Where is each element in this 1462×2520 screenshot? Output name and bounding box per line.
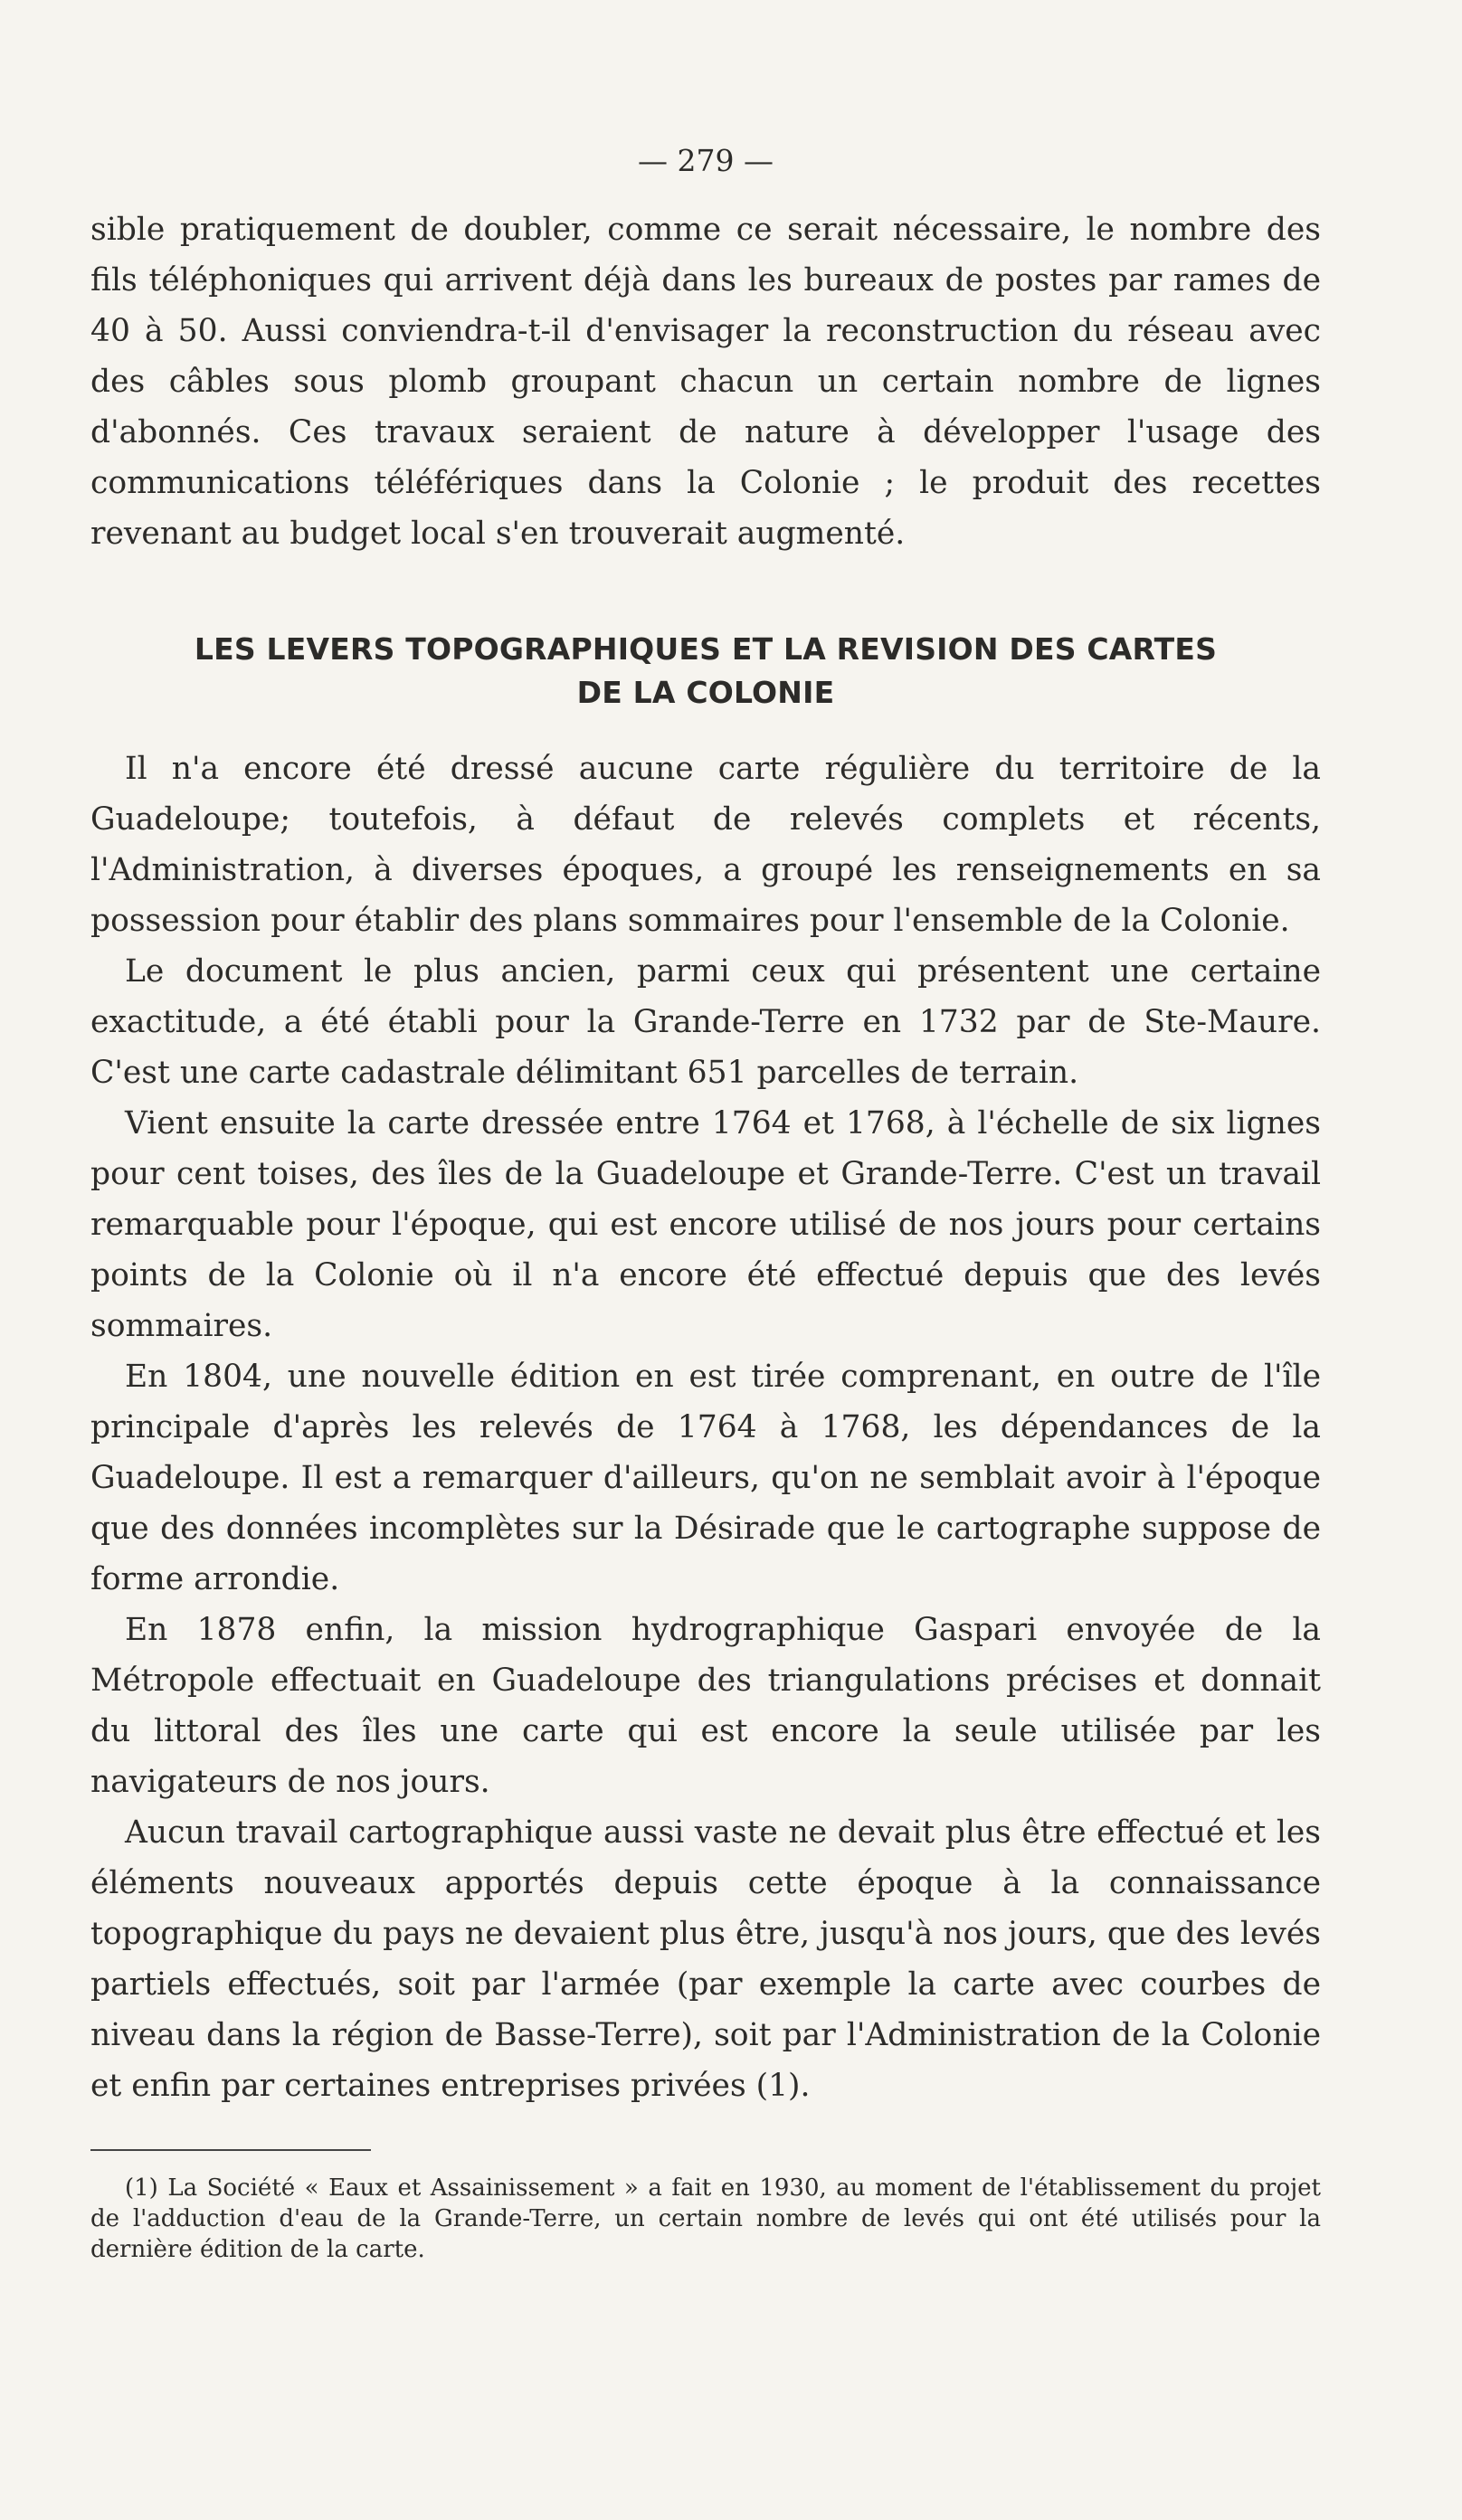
section-heading-line-2: DE LA COLONIE [576, 675, 835, 710]
paragraph-oldest-document: Le document le plus ancien, parmi ceux qui présentent une certaine exactitude, a été établi pour la Grande-Terre en 1732 par de Ste-Maure. C'est une carte cadastrale délimitant 651 parcelles de terrain. [90, 953, 1321, 1091]
footnote: (1) La Société « Eaux et Assainissement » a fait en 1930, au moment de l'établissement du projet de l'adduction d'eau de la Grande-Terre, un certain nombre de levés qui ont été utilisés pour la dernière édition de la carte. [90, 2174, 1321, 2263]
paragraph-map-1764-1768: Vient ensuite la carte dressée entre 1764 et 1768, à l'échelle de six lignes pour cent toises, des îles de la Guadeloupe et Grande-Terre. C'est un travail remarquable pour l'époque, qui est encore utilisé de nos jours pour certains points de la Colonie où il n'a encore été effectué depuis que des levés sommaires. [90, 1105, 1321, 1344]
section-heading [90, 628, 1321, 715]
paragraph-edition-1804: En 1804, une nouvelle édition en est tirée comprenant, en outre de l'île principale d'après les relevés de 1764 à 1768, les dépendances de la Guadeloupe. Il est a remarquer d'ailleurs, qu'on ne semblait avoir à l'époque que des données incomplètes sur la Désirade que le cartographe suppose de forme arrondie. [90, 1359, 1321, 1597]
paragraph-mission-1878: En 1878 enfin, la mission hydrographique Gaspari envoyée de la Métropole effectuait en Guadeloupe des triangulations précises et donnait du littoral des îles une carte qui est encore la seule utilisée par les navigateurs de nos jours. [90, 1612, 1321, 1800]
paragraph-intro: sible pratiquement de doubler, comme ce serait nécessaire, le nombre des fils téléphoniques qui arrivent déjà dans les bureaux de postes par rames de 40 à 50. Aussi conviendra-t-il d'envisager la reconstruction du réseau avec des câbles sous plomb groupant chacun un certain nombre de lignes d'abonnés. Ces travaux seraient de nature à développer l'usage des communications téléfériques dans la Colonie ; le produit des recettes revenant au budget local s'en trouverait augmenté. [90, 212, 1321, 552]
section-heading-line-1: LES LEVERS TOPOGRAPHIQUES ET LA REVISION DES CARTES [194, 631, 1218, 667]
document-page [90, 136, 1321, 2265]
paragraph-no-regular-map: Il n'a encore été dressé aucune carte régulière du territoire de la Guadeloupe; toutefois, à défaut de relevés complets et récents, l'Administration, à diverses époques, a groupé les renseignements en sa possession pour établir des plans sommaires pour l'ensemble de la Colonie. [90, 751, 1321, 939]
paragraph-partial-surveys: Aucun travail cartographique aussi vaste ne devait plus être effectué et les éléments nouveaux apportés depuis cette époque à la connaissance topographique du pays ne devaient plus être, jusqu'à nos jours, que des levés partiels effectués, soit par l'armée (par exemple la carte avec courbes de niveau dans la région de Basse-Terre), soit par l'Administration de la Colonie et enfin par certaines entreprises privées (1). [90, 1814, 1321, 2104]
page-number: — 279 — [638, 143, 774, 178]
footnote-separator [90, 2149, 371, 2151]
